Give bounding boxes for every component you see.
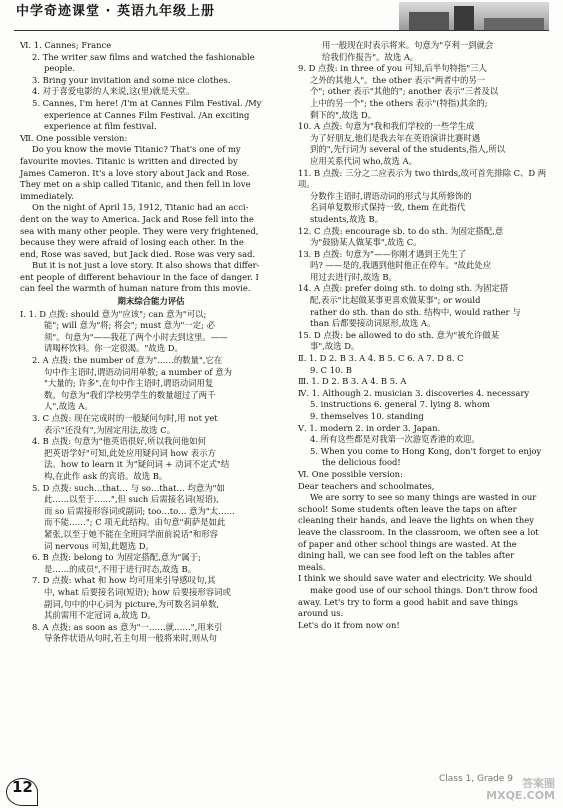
text-line: cleaning their hands, and leave the lights on when they — [298, 515, 534, 526]
text-line: I think we should save water and electricity. We should — [298, 573, 533, 584]
text-line: Ⅳ. 1. Although 2. musician 3. discoveries 4. necessary — [298, 387, 530, 398]
text-line: 应用关系代词 who,故选 A。 — [310, 155, 418, 166]
section-title: 期末综合能力评估 — [117, 296, 185, 307]
text-line: than 后都要接动词原形,故选 A。 — [310, 318, 436, 329]
text-line: experience at film festival. — [44, 121, 157, 132]
text-line: dent on the way to America. Jack and Rose fell into the — [20, 213, 254, 224]
text-line: 之外的其他人"。the other 表示"两者中的另一 — [310, 74, 486, 85]
text-line: 3. Bring your invitation and some nice clothes. — [32, 74, 231, 85]
text-line: Let's do it from now on! — [298, 619, 400, 630]
text-line: 配,表示"比起做某事更喜欢做某事"; or would — [310, 295, 481, 306]
text-line: 此……以至于……",但 such 后需接名词(短语), — [44, 494, 219, 505]
text-line: 是……的成员",不用于进行时态,故选 B。 — [44, 563, 196, 574]
text-line: On the night of April 15, 1912, Titanic had an acci- — [32, 202, 249, 213]
text-line: 5. D 点拨: such…that… 与 so…that… 均意为"如 — [32, 482, 225, 493]
text-line: 12. C 点拨: encourage sb. to do sth. 为固定搭配,意 — [298, 225, 504, 236]
text-line: Ⅵ. 1. Cannes; France — [20, 40, 112, 50]
text-line: 导条件状语从句时,若主句用一般将来时,则从句 — [44, 633, 217, 644]
text-line: 事",故选 D。 — [310, 341, 360, 352]
text-line: 14. A 点拨: prefer doing sth. to doing sth. 为固定搭 — [298, 283, 509, 294]
page-header — [0, 0, 563, 36]
text-line: rather do sth. than do sth. 结构中, would rather 与 — [310, 306, 521, 317]
text-line: 7. D 点拨: what 和 how 均可用来引导感叹句,其 — [32, 575, 216, 586]
text-line: make good use of our school things. Don't throw food — [310, 584, 538, 595]
class-badge: Class 1, Grade 9 — [438, 774, 513, 784]
header-banner-image — [399, 2, 549, 30]
text-line: of paper and other school things are wasted. At the — [298, 538, 517, 549]
text-line: 中, what 后要接名词(短语); how 后要接形容词或 — [44, 586, 231, 597]
text-line: 表示"还没有",为固定用法,故选 C。 — [44, 424, 175, 435]
text-line: Do you know the movie Titanic? That's one of my — [32, 144, 241, 155]
text-line: We are sorry to see so many things are wasted in our — [310, 492, 537, 503]
text-line: 4. 对于喜爱电影的人来说,这(里)就是天堂。 — [32, 86, 195, 97]
text-line: leave the classroom. In the classroom, we often see a lot — [298, 526, 539, 537]
text-line: 名词单复数形式保持一致, them 在此指代 — [310, 202, 466, 213]
text-line: 2. The writer saw films and watched the fashionable — [32, 51, 255, 62]
text-line: dining hall, we can see food left on the tables after — [298, 550, 515, 561]
text-line: favourite movies. Titanic is written and directed by — [20, 155, 238, 166]
text-line: 分数作主语时,谓语动词的形式与其所修饰的 — [310, 190, 472, 201]
text-line: ent people of different behaviour in the face of danger. I — [20, 271, 259, 282]
text-line: 能"; will 意为"将; 将会"; must 意为"一定; 必 — [44, 320, 215, 331]
text-line: the delicious food! — [322, 457, 401, 468]
text-line: 6. B 点拨: belong to 为固定搭配,意为"属于; — [32, 552, 201, 563]
text-line: 副词,句中的中心词为 picture,为可数名词单数, — [44, 598, 220, 609]
text-line: 11. B 点拨: 三分之二应表示为 two thirds,故可首先排除 C、D 两项。 — [298, 167, 547, 190]
text-line: Dear teachers and schoolmates, — [298, 480, 435, 491]
text-line: 其前需用不定冠词 a,故选 D。 — [44, 610, 156, 621]
text-line: 9. D 点拨: in three of you 可知,后半句特指"三人 — [298, 63, 487, 74]
text-line: 15. D 点拨: be allowed to do sth. 意为"被允许做某 — [298, 329, 500, 340]
text-line: 吗? ——是的,我遇到他时他正在停车。"故此处应 — [310, 260, 492, 271]
text-line: 4. 所有这些都是对我第一次游览香港的欢迎。 — [310, 434, 480, 445]
text-line: away. Let's try to form a good habit and save things — [298, 596, 518, 607]
text-line: James Cameron. It's a love story about Jack and Rose. — [20, 167, 250, 178]
text-line: Ⅰ. 1. D 点拨: should 意为"应该"; can 意为"可以; — [20, 308, 207, 319]
text-line: 剩下的",故选 D。 — [310, 109, 377, 120]
text-line: 5. When you come to Hong Kong, don't forget to enjoy — [310, 445, 542, 456]
text-line: 用一般现在时表示将来。句意为"亨利一到就会 — [322, 40, 494, 50]
text-line: 3. C 点拨: 现在完成时的一般疑问句时,用 not yet — [32, 413, 218, 423]
text-line: 法。how to learn it 为"疑问词 + 动词不定式"结 — [44, 459, 230, 470]
text-line: 为了好朋友,他们是我去年在英语演讲比赛时遇 — [310, 132, 481, 143]
watermark-logo: 答案圈 MXQE.COM — [486, 777, 555, 802]
text-line: 人",故选 A。 — [44, 401, 93, 412]
text-line: But it is not just a love story. It also shows that differ- — [32, 260, 260, 271]
text-line: students,故选 B。 — [310, 213, 384, 224]
text-line: 给我们作报告"。故选 A。 — [322, 51, 419, 62]
text-line: 10. A 点拨: 句意为"我和我们学校的一些学生成 — [298, 121, 475, 132]
text-line: Ⅵ. One possible version: — [298, 468, 403, 479]
text-line: 5. instructions 6. general 7. lying 8. whom — [310, 399, 490, 410]
text-line: sea with many other people. They were very frightened, — [20, 225, 259, 236]
text-line: 而不能……"; C 项无此结构。由句意"莉萨是如此 — [44, 517, 226, 528]
text-line: because they were afraid of losing each other. In the — [20, 237, 244, 248]
text-line: can feel the warmth of human nature from this movie. — [20, 283, 251, 294]
text-line: They met on a ship called Titanic, and then fell in love — [20, 179, 251, 190]
text-line: 构,在此作 ask 的宾语。故选 B。 — [44, 470, 168, 481]
text-line: immediately. — [20, 190, 74, 201]
header-rule — [14, 30, 549, 31]
text-line: 紧张,以至于她不能在全班同学面前说话"和形容 — [44, 528, 219, 539]
text-line: 13. B 点拨: 句意为"——你刚才遇到王先生了 — [298, 248, 467, 259]
text-line: 到的",先行词为 several of the students,指人,所以 — [310, 144, 506, 155]
text-line: end, Rose was saved, but Jack died. Rose was very sad. — [20, 248, 256, 259]
text-line: "大量的; 许多",在句中作主语时,谓语动词用复 — [44, 378, 214, 389]
text-line: experience at Cannes Film Festival. /An exciting — [44, 109, 250, 120]
text-line: 而 so 后需接形容词或副词; too…to… 意为"太…… — [44, 505, 235, 516]
text-line: 用过去进行时,故选 B。 — [310, 271, 397, 282]
text-line: 句中作主语时,谓语动词用单数; a number of 意为 — [44, 366, 232, 377]
text-line: Ⅴ. 1. modern 2. in order 3. Japan. — [298, 422, 441, 433]
text-line: 把英语学好"可知,此处应用疑问词 how 表示方 — [44, 447, 216, 458]
text-line: 8. A 点拨: as soon as 意为"一……就……",用来引 — [32, 621, 223, 632]
text-line: 2. A 点拨: the number of 意为"……的数量",它在 — [32, 355, 223, 366]
right-column — [298, 40, 550, 631]
text-line: 数。句意为"我们学校男学生的数量超过了两千 — [44, 389, 216, 400]
text-line: 4. B 点拨: 句意为"他英语很好,所以我问他如何 — [32, 436, 206, 447]
book-title: 中学奇迹课堂 · 英语九年级上册 — [16, 4, 215, 19]
text-line: school! Some students often leave the taps on after — [298, 503, 517, 514]
page-number: 12 — [12, 778, 33, 796]
text-line: 个"; other 表示"其他的"; another 表示"三者及以 — [310, 86, 499, 97]
text-line: 为"鼓励某人做某事",故选 C。 — [310, 237, 422, 248]
text-line: Ⅲ. 1. D 2. B 3. A 4. B 5. A — [298, 376, 407, 387]
text-line: 9. C 10. B — [310, 364, 352, 375]
text-line: meals. — [298, 561, 326, 572]
text-line: 9. themselves 10. standing — [310, 411, 424, 421]
text-line: 上中的另一个"; the others 表示"(特指)其余的; — [310, 97, 488, 108]
text-line: people. — [44, 63, 76, 74]
text-line: 词 nervous 可知,此题选 D。 — [44, 540, 154, 551]
left-column — [20, 40, 282, 645]
text-line: 5. Cannes, I'm here! /I'm at Cannes Film Festival. /My — [32, 97, 262, 108]
text-line: around us. — [298, 608, 344, 619]
text-line: 请喝杯饮料。你一定很渴。"故选 D。 — [44, 343, 183, 354]
text-line: Ⅱ. 1. D 2. B 3. A 4. B 5. C 6. A 7. D 8. C — [298, 353, 464, 364]
text-line: Ⅶ. One possible version: — [20, 132, 128, 143]
text-line: 须"。句意为"——我花了两个小时去到这里。—— — [44, 331, 228, 342]
